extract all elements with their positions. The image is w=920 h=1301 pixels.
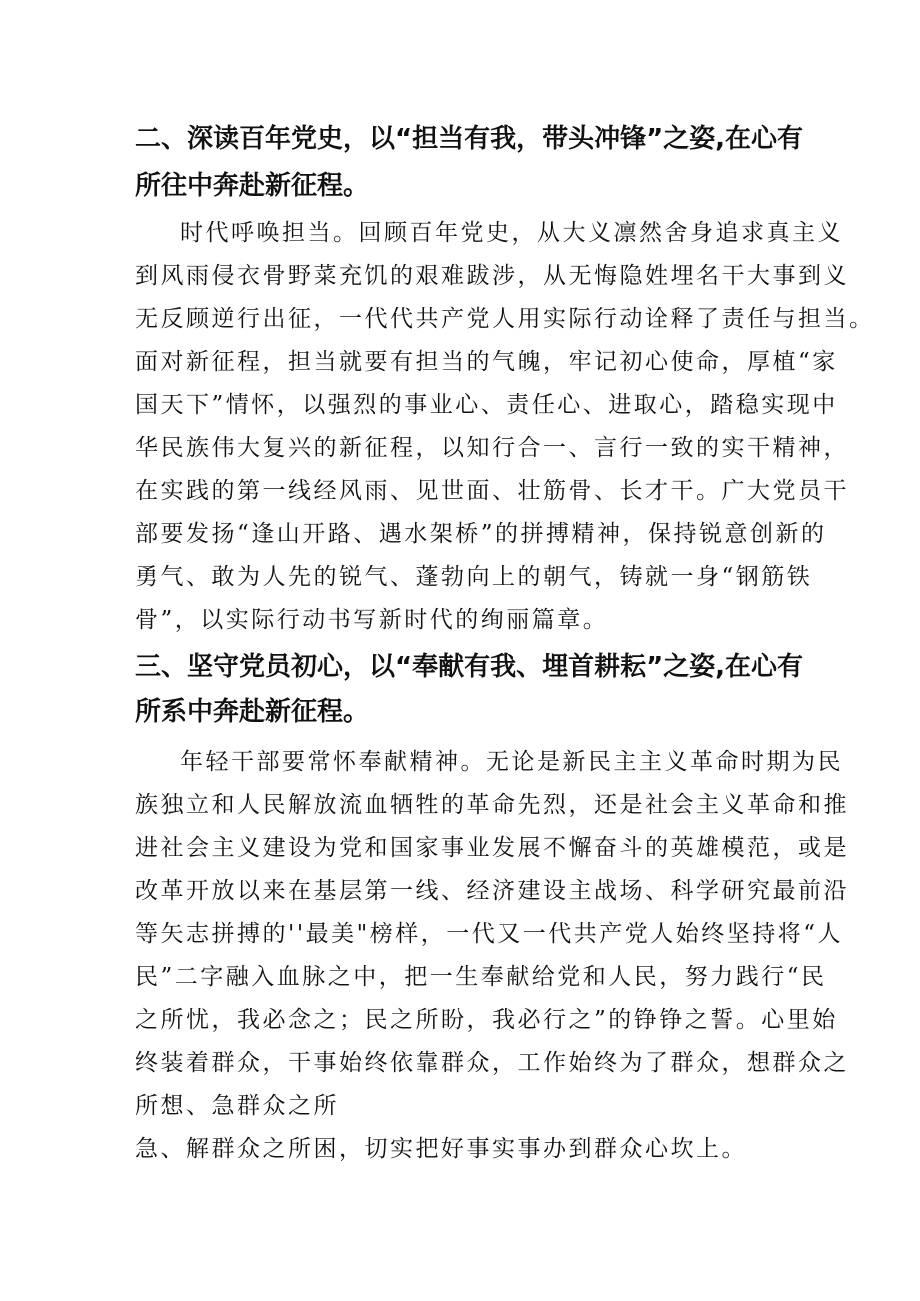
- section3-para-line: 年轻干部要常怀奉献精神。无论是新民主主义革命时期为民: [180, 749, 843, 775]
- section3-para-line: 进社会主义建设为党和国家事业发展不懈奋斗的英雄模范，或是: [135, 835, 849, 861]
- section2-heading-line1: 二、深读百年党史，以“担当有我，带头冲锋”之姿,在心有: [135, 124, 804, 154]
- section3-para-line: 之所忧，我必念之；民之所盼，我必行之”的铮铮之誓。心里始: [135, 1007, 838, 1033]
- section3-para-line: 等矢志拼搏的''最美"榜样，一代又一代共产党人始终坚持将“人: [135, 921, 843, 947]
- section2-para-line: 无反顾逆行出征，一代代共产党人用实际行动诠释了责任与担当。: [135, 306, 875, 332]
- section2-heading-line2: 所往中奔赴新征程。: [135, 171, 370, 201]
- section3-para-line: 终装着群众，干事始终依靠群众，工作始终为了群众，想群众之: [135, 1050, 849, 1076]
- section3-para-line: 民”二字融入血脉之中，把一生奉献给党和人民，努力践行“民: [135, 964, 827, 990]
- section3-heading-line1: 三、坚守党员初心，以“奉献有我、埋首耕耘”之姿,在心有: [135, 652, 804, 682]
- section3-heading-line2: 所系中奔赴新征程。: [135, 697, 370, 727]
- section3-para-line: 所想、急群众之所: [135, 1093, 339, 1119]
- section2-para-line: 时代呼唤担当。回顾百年党史，从大义凛然舍身追求真主义: [180, 220, 843, 246]
- section3-para-line: 改革开放以来在基层第一线、经济建设主战场、科学研究最前沿: [135, 878, 849, 904]
- section2-para-line: 国天下”情怀，以强烈的事业心、责任心、进取心，踏稳实现中: [135, 392, 838, 418]
- section3-para-line: 急、解群众之所困，切实把好事实事办到群众心坎上。: [135, 1136, 747, 1162]
- section2-para-line: 面对新征程，担当就要有担当的气魄，牢记初心使命，厚植“家: [135, 349, 838, 375]
- section2-para-line: 勇气、敢为人先的锐气、蓬勃向上的朝气，铸就一身“钢筋铁: [135, 564, 813, 590]
- section2-para-line: 在实践的第一线经风雨、见世面、壮筋骨、长才干。广大党员干: [135, 478, 849, 504]
- section3-para-line: 族独立和人民解放流血牺牲的革命先烈，还是社会主义革命和推: [135, 792, 849, 818]
- section2-para-line: 骨”，以实际行动书写新时代的绚丽篇章。: [135, 607, 609, 633]
- section2-para-line: 到风雨侵衣骨野菜充饥的艰难跋涉，从无悔隐姓埋名干大事到义: [135, 263, 849, 289]
- section2-para-line: 部要发扬“逢山开路、遇水架桥”的拼搏精神，保持锐意创新的: [135, 521, 827, 547]
- section2-para-line: 华民族伟大复兴的新征程，以知行合一、言行一致的实干精神，: [135, 435, 849, 461]
